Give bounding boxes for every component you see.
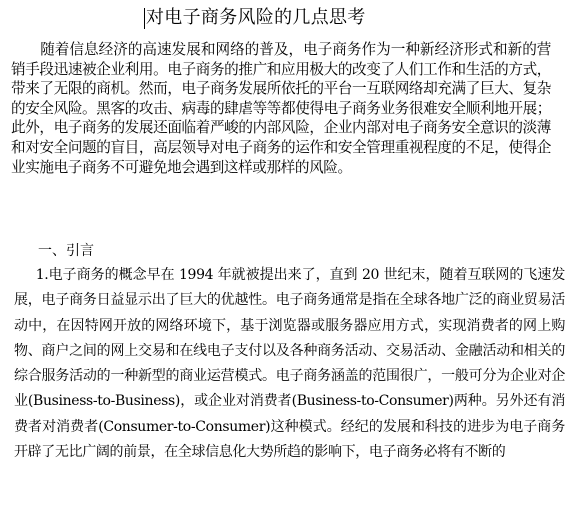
text-cursor [144, 8, 145, 29]
abstract-paragraph: 随着信息经济的高速发展和网络的普及，电子商务作为一种新经济形式和新的营销手段迅速被企业利用。电子商务的推广和应用极大的改变了人们工作和生活的方式，带来了无限的商机。然而，电子商务发展所依托的平台一互联网络却充满了巨大、复杂的安全风险。黑客的攻击、病毒的肆虐等等都使得电子商务业务很难安全顺利地开展；此外，电子商务的发展还面临着严峻的内部风险，企业内部对电子商务安全意识的淡薄和对安全问题的盲目，高层领导对电子商务的运作和安全管理重视程度的不足，使得企业实施电子商务不可避免地会遇到这样或那样的风险。 [11, 41, 551, 176]
body-paragraph: 1.电子商务的概念早在 1994 年就被提出来了，直到 20 世纪末，随着互联网的飞速发展，电子商务日益显示出了巨大的优越性。电子商务通常是指在全球各地广泛的商业贸易活动中，在因特网开放的网络环境下，基于浏览器或服务器应用方式，实现消费者的网上购物、商户之间的网上交易和在线电子支付以及各种商务活动、交易活动、金融活动和相关的综合服务活动的一种新型的商业运营模式。电子商务涵盖的范围很广，一般可分为企业对企业(Business-to-Business)，或企业对消费者(Business-to-Consumer)两种。另外还有消费者对消费者(Consumer-to-Consumer)这种模式。经纪的发展和科技的进步为电子商务开辟了无比广阔的前景，在全球信息化大势所趋的影响下，电子商务必将有不断的 [14, 267, 565, 461]
document-title: 对电子商务风险的几点思考 [146, 7, 366, 28]
section-heading: 一、引言 [38, 243, 94, 259]
